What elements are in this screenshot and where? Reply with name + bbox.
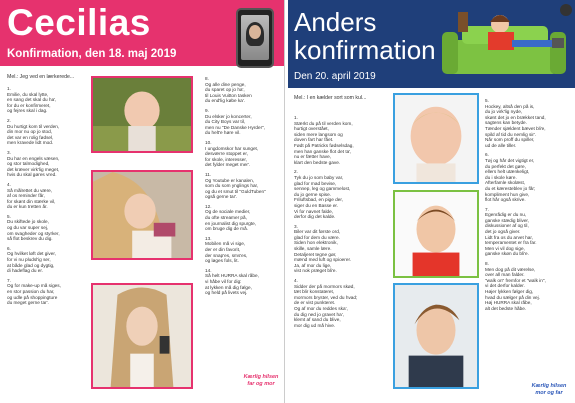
verse: 7. Egenrådig er du nu, ganske stædig bliver, diskussioner af og til, det jo også giver. Lidt fra os du arvet har, temperamentet er fra far. Men vi vil dog sige, ganske skøn du bli'e.	[485, 206, 537, 257]
verse: 8. Men dog på dit værelse, over all man falder. "walk on" fremfor et "walk in", vi det derfor kalder. Højer lykken følger dig, hvad du sælger på din vej. Høj HURRA skal råbe, alt det bedste håbe.	[485, 261, 546, 311]
right-verses-col2	[485, 98, 571, 315]
verse: 3. Biler var dit første ord, glad for dem du være. Siden hon elektronik, skille, samle lære. Detaljeret tegne gør, mænd med luft og spioerer. Ja, af mor du lige, vist nok præget bli'e.	[294, 223, 352, 274]
left-signature: Kærlig hilsen far og mor	[243, 374, 279, 387]
verse: 14. Så helt HURRA skal råbe, vi håbe vil for dig: at lykken må dig følge, og held på livets vej.	[205, 267, 259, 296]
left-page	[0, 0, 285, 403]
phone-selfie-icon	[236, 8, 274, 68]
right-title	[294, 8, 436, 64]
left-melody: Mel.: Jeg ved en lærkerede...	[7, 74, 75, 80]
verse: 4. Sidder der på mormors skød, tæt blir konstateret, mormors bryster, ved du hvad; de er vist punkteret. Og af mor du reddes ska', du dig ned jo gravet ha', klemt af sand du blive, mor dig ud må hive.	[294, 278, 358, 328]
left-subtitle: Konfirmation, den 18. maj 2019	[7, 48, 177, 60]
verse: 10. I ungdomskor har sunget, desværre stoppet er, for skole, interesser, det fylder meget mer'.	[205, 139, 259, 168]
right-page	[288, 0, 575, 403]
left-verses-col1	[7, 86, 89, 310]
verse: 3. Du har en engels væsen, og stor talmodighed, det kræver virk'lig meget, hvis du skal gøres vred.	[7, 149, 60, 178]
verse: 7. Og for make-up må siges, en stor passion du har, og udle på shoppingture du meget gerne tar'.	[7, 277, 61, 306]
verse: 6. Tøj og hår det vigtigt er, du perfekt det gøre, ellers helt utænkeligt, du i skole køre. Afterfamle skolæst, du et kæresteblev jo får; kompliment hun give, flot hår også skrive.	[485, 152, 536, 203]
boy-smiling-photo	[393, 190, 479, 278]
verse: 2. Du hurtigt kom til verden, din mor nu op jo stod, det var en rolig fødsel, men kravede lidt mod.	[7, 117, 60, 146]
baby-photo	[91, 76, 193, 153]
right-title-line2: konfirmation	[294, 35, 436, 65]
right-subtitle: Den 20. april 2019	[294, 71, 376, 82]
verse: 6. Og hvilket løft det giver, for vi nu pludsl'ig ser, at både glad og dygtig, di hadeflag du er.	[7, 245, 56, 274]
verse: 5. Hockey, altså den på is, du jo virk'lig nyde, skønt det jo en brækket tand, sagtens kan betyde. Tænder sjældent bævet bli'e, spild af tid du nemlig sir'. Når som proff du spiller, ud de alle tiller.	[485, 98, 546, 148]
verse: 12. Og de sociale medier, du ofte streamer på, en journalist dig spurgte, om bruge dig de må.	[205, 203, 257, 232]
teen-on-sofa-illustration-icon	[438, 0, 575, 88]
girl-reading-photo	[91, 170, 193, 260]
verse: 13. Mobilen må vi sige, der er din favorit, der snap'es, sms'es, og løges fols, lit.	[205, 235, 248, 264]
verse: 5. Du skiftede jo skole, og du var super sej, om svagheder og styrker, så flot beskrev du dig.	[7, 213, 60, 242]
left-title: Cecilias	[7, 2, 151, 43]
teen-boy-photo	[393, 283, 479, 389]
right-verses-col1	[294, 115, 390, 332]
toddler-photo	[393, 93, 479, 184]
verse: 2. Tyk du jo som baby var, glad for mad bevise, sennep, leg og gammelost, du jo gerne spise. Friluftsbad, en pige der, siger du en Basse er. Vi for navnet falde, derfor dig det kalde.	[294, 169, 351, 220]
teen-portrait-photo	[91, 283, 193, 389]
verse: 9. Du elsker jo koncerter, du City Boys var til, men nu "De Danske Hyrder", du helt'e høre vil.	[205, 107, 266, 136]
verse: 8. Og alle dine penge, du sparet op jo ha', til Louis Vuitton tasken du end'lig købe ka'.	[205, 76, 252, 104]
verse: 4. Så målrettet du være, af os reminder får, for skønt din stærke vil, du er kun tretten år.	[7, 181, 56, 210]
verse: 1. Stærkt du på til verden kom, hurtigt overstået, siden mere langsom og doven fart har fået. Født på Patricks fødselsdag, men han ganske flot det ta', nu er fætter have, klart den bedste gave.	[294, 115, 354, 165]
left-verses-col2	[205, 76, 283, 300]
right-signature: Kærlig hilsen mor og far	[531, 383, 567, 396]
right-title-line1: Anders	[294, 7, 377, 37]
verse: 1. Emilie, du skal lytte, en sang det skal du ha', for du er konfirmeret, og fejres skal i dag.	[7, 86, 57, 114]
right-melody: Mel.: I en kælder sort som kul...	[294, 95, 367, 101]
verse: 11. Og Youtube er kanalen, som du som ynglings har, og du et smut til "GuldTuben" også gerne tar'.	[205, 171, 266, 200]
